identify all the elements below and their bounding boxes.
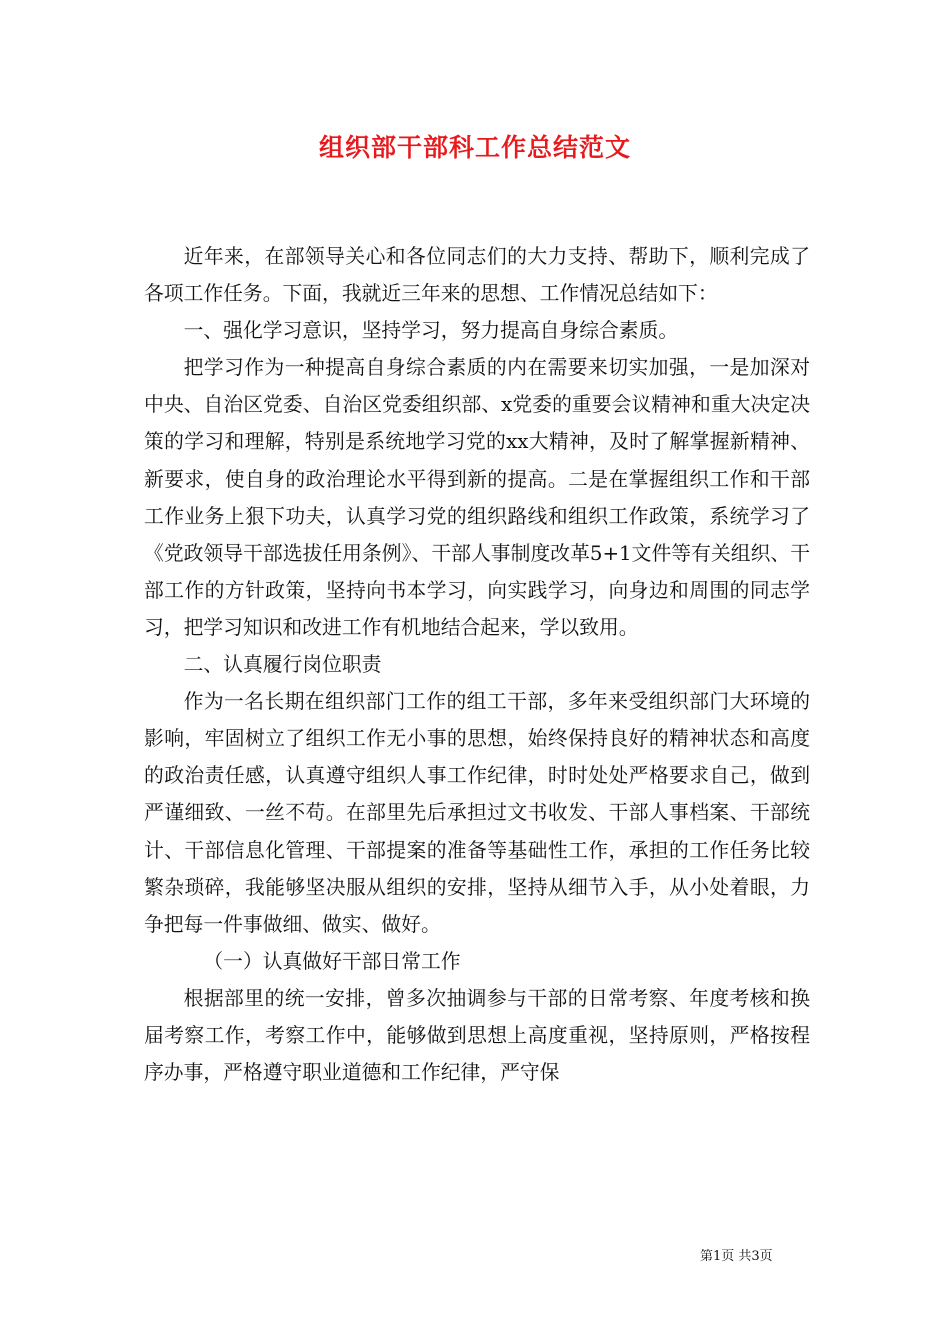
heading-subsection-1: （一）认真做好干部日常工作 (203, 949, 461, 973)
heading-section-2: 二、认真履行岗位职责 (183, 653, 382, 677)
paragraph-study: 把学习作为一种提高自身综合素质的内在需要来切实加强，一是加深对中央、自治区党委、自治区党委组织部、x党委的重要会议精神和重大决定决策的学习和理解，特别是系统地学习党的xx大精神，及时了解掌握新精神、新要求，使自身的政治理论水平得到新的提高。二是在掌握组织工作和干部工作业务上狠下功夫，认真学习党的组织路线和组织工作政策，系统学习了《党政领导干部选拔任用条例》、干部人事制度改革5+1文件等有关组织、干部工作的方针政策，坚持向书本学习，向实践学习，向身边和周围的同志学习，把学习知识和改进工作有机地结合起来，学以致用。 (144, 356, 810, 639)
heading-section-1: 一、强化学习意识，坚持学习，努力提高自身综合素质。 (183, 319, 679, 343)
paragraph-intro: 近年来，在部领导关心和各位同志们的大力支持、帮助下，顺利完成了各项工作任务。下面，我就近三年来的思想、工作情况总结如下： (144, 245, 810, 306)
page-number: 第1页 共3页 (700, 1249, 773, 1264)
paragraph-daily-work: 根据部里的统一安排，曾多次抽调参与干部的日常考察、年度考核和换届考察工作，考察工作中，能够做到思想上高度重视，坚持原则，严格按程序办事，严格遵守职业道德和工作纪律，严守保 (144, 986, 810, 1085)
document-title: 组织部干部科工作总结范文 (318, 133, 631, 162)
paragraph-duties: 作为一名长期在组织部门工作的组工干部，多年来受组织部门大环境的影响，牢固树立了组织工作无小事的思想，始终保持良好的精神状态和高度的政治责任感，认真遵守组织人事工作纪律，时时处处严格要求自己，做到严谨细致、一丝不苟。在部里先后承担过文书收发、干部人事档案、干部统计、干部信息化管理、干部提案的准备等基础性工作，承担的工作任务比较繁杂琐碎，我能够坚决服从组织的安排，坚持从细节入手，从小处着眼，力争把每一件事做细、做实、做好。 (144, 690, 810, 936)
document-body (144, 238, 810, 1091)
